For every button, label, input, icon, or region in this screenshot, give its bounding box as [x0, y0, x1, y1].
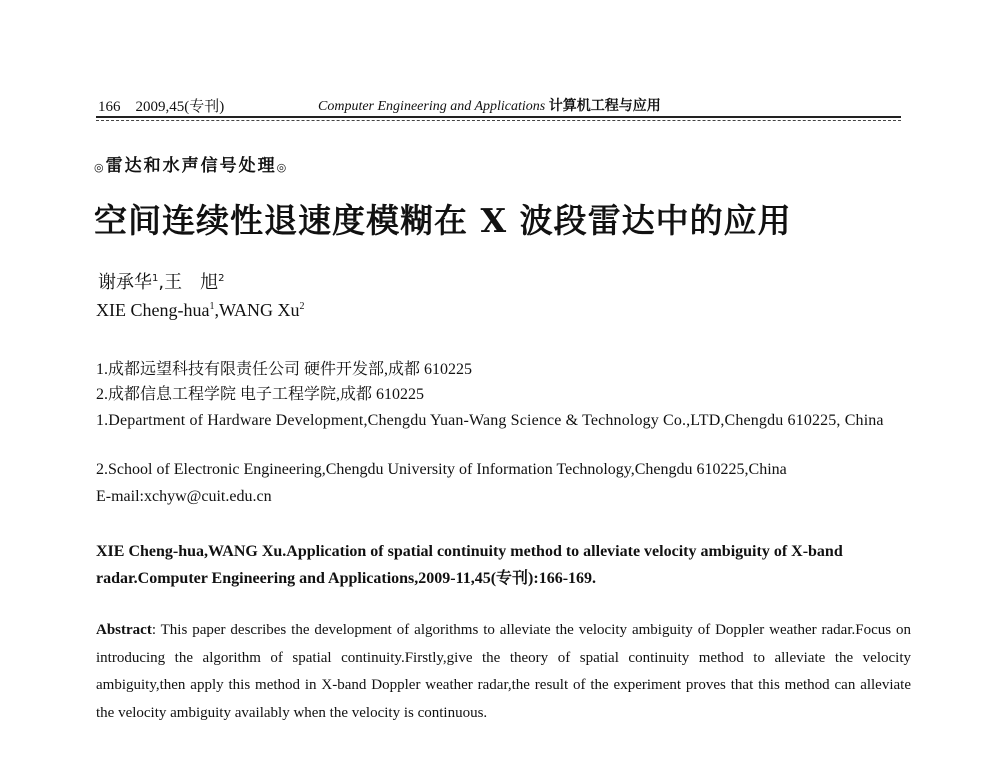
author-2-en: WANG Xu: [218, 300, 300, 320]
journal-name-cn: 计算机工程与应用: [548, 98, 661, 114]
author-1-cn: 谢承华: [98, 272, 152, 293]
author-1-en-sup: 1: [209, 301, 215, 312]
abstract: [96, 617, 911, 727]
abstract-label: Abstract: [96, 622, 152, 638]
affiliation-en-1: 1.Department of Hardware Development,Chengdu Yuan-Wang Science & Technology Co.,LTD,Chengdu 610225, China: [96, 412, 884, 429]
affiliation-en-2: 2.School of Electronic Engineering,Chengdu University of Information Technology,Chengdu 610225,China: [96, 461, 787, 478]
header-rule: [96, 116, 901, 118]
authors-chinese: [98, 268, 224, 294]
author-separator-en: ,: [214, 300, 219, 320]
section-marker-right-icon: ◎: [276, 161, 289, 174]
abstract-colon: :: [151, 622, 156, 638]
running-header-journal: [318, 95, 661, 115]
author-1-en: XIE Cheng-hua: [96, 300, 210, 320]
author-separator: ,: [158, 272, 165, 293]
author-2-en-sup: 2: [299, 301, 305, 312]
abstract-text: This paper describes the development of algorithms to alleviate the velocity ambiguity of Doppler weather radar.Focus on introducing the algorithm of spatial continuity.Firstly,give the theory of spatial continuity method to alleviate the velocity ambiguity,then apply this method in X-band Doppler weather radar,the result of the experiment proves that this method can alleviate the velocity ambiguity availably when the velocity is continuous.: [96, 622, 911, 721]
author-email: E-mail:xchyw@cuit.edu.cn: [96, 488, 272, 505]
paper-title: 空间连续性退速度模糊在 X 波段雷达中的应用: [94, 201, 792, 240]
page-number: 166: [98, 99, 121, 115]
section-label: [94, 151, 288, 176]
affiliation-cn-1: 1.成都远望科技有限责任公司 硬件开发部,成都 610225: [96, 361, 473, 378]
header-rule-dashed: [96, 120, 901, 121]
running-header-left: [98, 95, 224, 116]
author-2-cn: 王 旭: [164, 272, 219, 293]
authors-english: [96, 300, 304, 321]
author-1-cn-sup: 1: [152, 273, 159, 284]
citation: XIE Cheng-hua,WANG Xu.Application of spatial continuity method to alleviate velocity ambiguity of X-band radar.Computer Engineering and Applications,2009-11,45(专刊):166-169.: [96, 543, 843, 587]
journal-name-en: Computer Engineering and Applications: [318, 99, 546, 114]
affiliation-cn-2: 2.成都信息工程学院 电子工程学院,成都 610225: [96, 386, 425, 403]
author-2-cn-sup: 2: [218, 273, 225, 284]
section-marker-left-icon: ◎: [94, 161, 106, 174]
section-label-text: 雷达和水声信号处理: [105, 156, 277, 176]
volume-info: 2009,45(专刊): [135, 99, 225, 115]
